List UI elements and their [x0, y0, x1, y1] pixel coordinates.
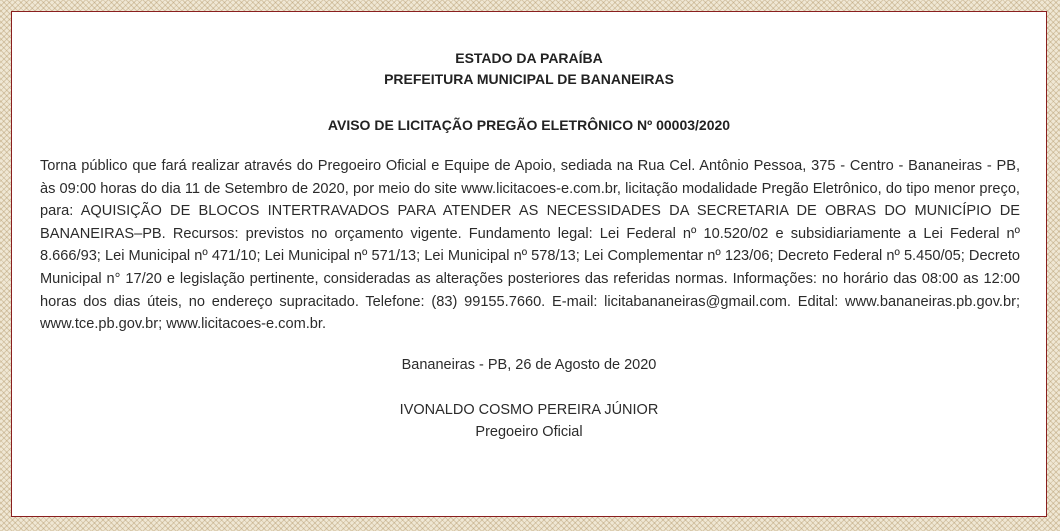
notice-body-paragraph: Torna público que fará realizar através do Pregoeiro Oficial e Equipe de Apoio, sediada na Rua Cel. Antônio Pessoa, 375 - Centro - Bananeiras - PB, às 09:00 horas do dia 11 de Setembro de 2020, por meio do site www.licitacoes-e.com.br, licitação modalidade Pregão Eletrônico, do tipo menor preço, para: AQUISIÇÃO DE BLOCOS INTERTRAVADOS PARA ATENDER AS NECESSIDADES DA SECRETARIA DE OBRAS DO MUNICÍPIO DE BANANEIRAS–PB. Recursos: previstos no orçamento vigente. Fundamento legal: Lei Federal nº 10.520/02 e subsidiariamente a Lei Federal nº 8.666/93; Lei Municipal nº 471/10; Lei Municipal nº 571/13; Lei Municipal nº 578/13; Lei Complementar nº 123/06; Decreto Federal nº 5.450/05; Decreto Municipal n° 17/20 e legislação pertinente, consideradas as alterações posteriores das referidas normas. Informações: no horário das 08:00 as 12:00 horas dos dias úteis, no endereço supracitado. Telefone: (83) 99155.7660. E-mail: licitabananeiras@gmail.com. Edital: www.bananeiras.pb.gov.br; www.tce.pb.gov.br; www.licitacoes-e.com.br. [40, 158, 1020, 333]
place-date: Bananeiras - PB, 26 de Agosto de 2020 [401, 357, 657, 373]
notice-panel [11, 11, 1047, 517]
state-heading: ESTADO DA PARAÍBA [455, 50, 603, 66]
prefecture-heading: PREFEITURA MUNICIPAL DE BANANEIRAS [384, 71, 674, 87]
signatory-role: Pregoeiro Oficial [475, 424, 583, 440]
signatory-name: IVONALDO COSMO PEREIRA JÚNIOR [399, 402, 659, 418]
notice-title: AVISO DE LICITAÇÃO PREGÃO ELETRÔNICO Nº 00003/2020 [327, 117, 731, 133]
